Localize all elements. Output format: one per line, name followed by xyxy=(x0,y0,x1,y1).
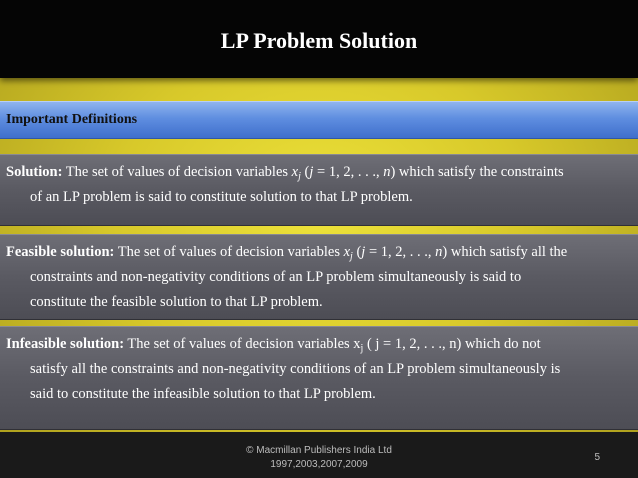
infeasible-line-1 xyxy=(6,332,630,357)
solution-text-b: ( xyxy=(300,164,310,180)
infeasible-term: Infeasible solution: xyxy=(6,336,125,352)
definition-infeasible xyxy=(0,326,638,430)
feasible-text-b: ( xyxy=(352,244,362,260)
infeasible-text: The set of values of decision variables x xyxy=(124,336,361,352)
feasible-text: The set of values of decision variables xyxy=(114,244,344,260)
solution-sub: j xyxy=(298,171,301,182)
feasible-var: x xyxy=(343,244,351,260)
infeasible-line-2: satisfy all the constraints and non-negativity conditions of an LP problem simultaneously is xyxy=(30,361,561,377)
solution-text-c: = 1, 2, . . ., xyxy=(313,164,384,180)
solution-j: j xyxy=(309,164,314,180)
feasible-text-d: ) which satisfy all the xyxy=(442,244,568,260)
copyright-line-1: © Macmillan Publishers India Ltd xyxy=(246,445,392,456)
title-bar xyxy=(0,0,638,78)
solution-n: n xyxy=(383,164,391,180)
definition-solution xyxy=(0,154,638,226)
solution-text-d: ) which satisfy the constraints xyxy=(390,164,564,180)
feasible-line-2: constraints and non-negativity conditions of an LP problem simultaneously is said to xyxy=(30,269,522,285)
solution-line-2: of an LP problem is said to constitute solution to that LP problem. xyxy=(30,189,413,205)
slide-title: LP Problem Solution xyxy=(220,28,418,53)
feasible-sub: j xyxy=(350,251,353,262)
feasible-line-1 xyxy=(6,240,630,265)
infeasible-line-3: said to constitute the infeasible solution to that LP problem. xyxy=(30,386,376,402)
solution-var: x xyxy=(291,164,299,180)
page-number: 5 xyxy=(594,452,600,463)
solution-line-1 xyxy=(6,160,630,185)
section-header xyxy=(0,101,638,139)
copyright xyxy=(0,444,638,472)
infeasible-sub: j xyxy=(360,343,364,354)
section-header-text: Important Definitions xyxy=(6,112,138,127)
definition-feasible xyxy=(0,234,638,320)
feasible-n: n xyxy=(435,244,443,260)
copyright-line-2: 1997,2003,2007,2009 xyxy=(270,459,368,470)
solution-term: Solution: xyxy=(6,164,63,180)
feasible-term: Feasible solution: xyxy=(6,244,115,260)
feasible-text-c: = 1, 2, . . ., xyxy=(365,244,436,260)
solution-text: The set of values of decision variables xyxy=(62,164,292,180)
feasible-j: j xyxy=(361,244,366,260)
infeasible-text-b: ( j = 1, 2, . . ., n) which do not xyxy=(363,336,541,352)
feasible-line-3: constitute the feasible solution to that LP problem. xyxy=(30,294,323,310)
